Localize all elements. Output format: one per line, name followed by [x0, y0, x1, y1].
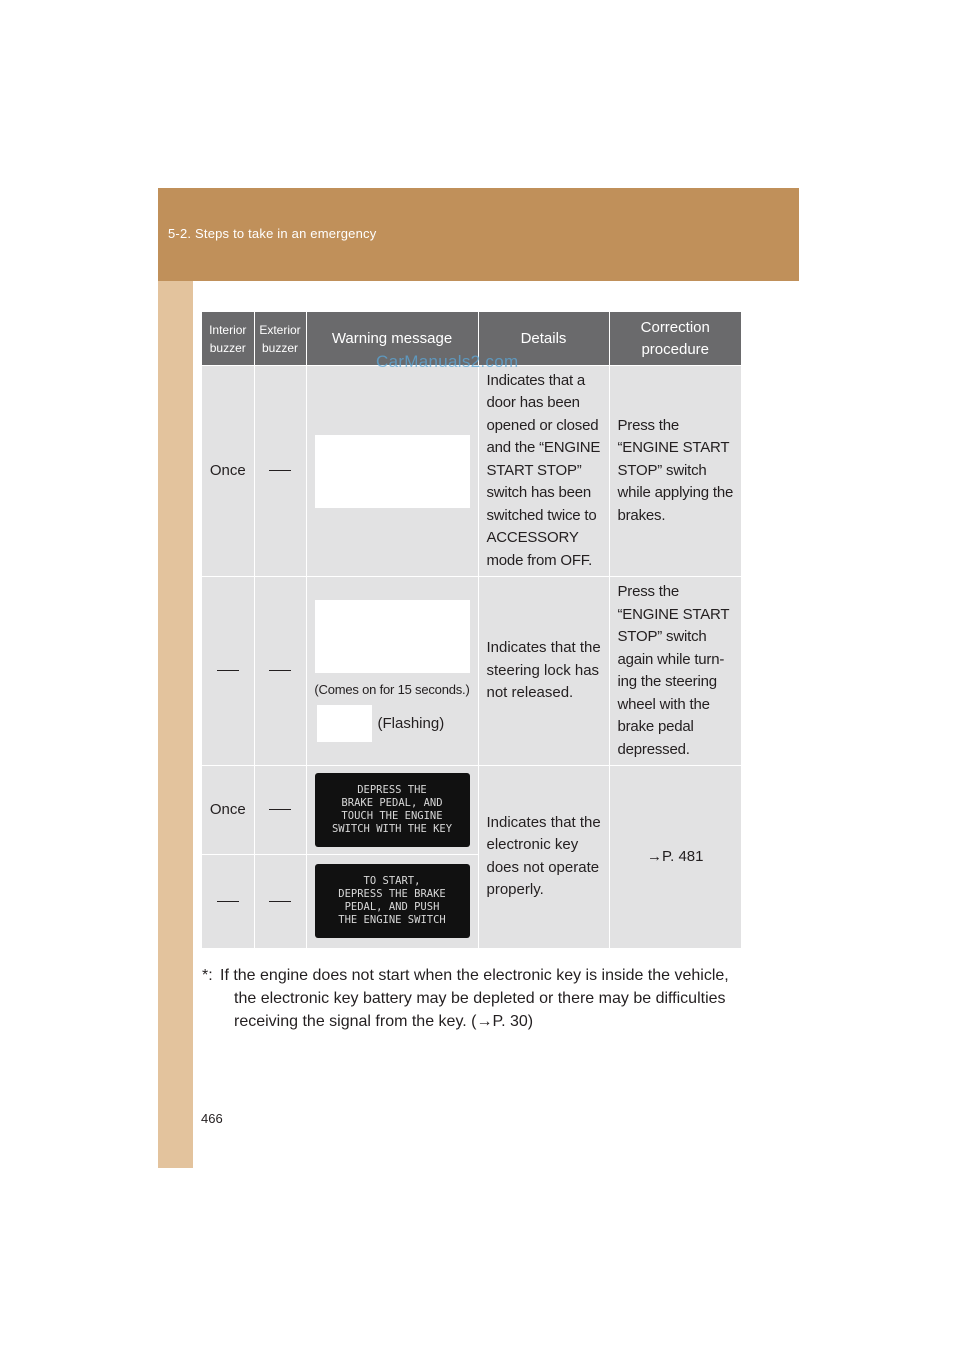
correction-line: wheel with the	[617, 695, 710, 713]
interior-buzzer-cell	[202, 577, 254, 766]
lcd-line: DEPRESS THE	[357, 784, 427, 796]
header-warning-message: Warning message	[306, 312, 478, 366]
interior-buzzer-cell	[202, 855, 254, 948]
exterior-buzzer-cell	[254, 577, 306, 766]
header-correction-procedure: Correction procedure	[609, 312, 741, 366]
table-row	[202, 577, 741, 766]
details-line: mode from OFF.	[486, 551, 593, 569]
correction-line: depressed.	[617, 740, 690, 758]
lcd-line: TO START,	[363, 875, 421, 888]
lcd-line: SWITCH WITH THE KEY	[331, 823, 453, 835]
details-line: switch has been	[486, 484, 592, 502]
details-line: steering lock has	[486, 661, 600, 679]
details-line: does not operate	[486, 858, 600, 876]
interior-buzzer-cell: Once	[202, 366, 254, 577]
dash-mark	[269, 470, 291, 471]
dash-mark	[269, 809, 291, 810]
details-line: opened or closed	[486, 416, 599, 434]
dash-mark	[217, 670, 239, 671]
lcd-message-display	[315, 773, 470, 847]
correction-line: again while turn-	[617, 650, 725, 668]
dash-mark	[269, 901, 291, 902]
lcd-line: TOUCH THE ENGINE	[341, 810, 443, 822]
warning-table	[202, 312, 741, 948]
correction-cell	[609, 577, 741, 766]
warning-message-cell	[306, 766, 478, 855]
correction-line: brakes.	[617, 506, 666, 524]
footnote-line: the electronic key battery may be depleted or there may be difficulties	[234, 990, 726, 1007]
details-cell	[478, 577, 609, 766]
lcd-line: BRAKE PEDAL, AND	[341, 797, 443, 809]
exterior-buzzer-cell	[254, 366, 306, 577]
correction-line: STOP” switch	[617, 628, 707, 645]
details-line: not released.	[486, 684, 574, 702]
lcd-line: DEPRESS THE BRAKE	[338, 888, 446, 901]
table-row	[202, 766, 741, 855]
correction-line: Press the	[617, 416, 680, 434]
details-cell	[478, 766, 609, 948]
correction-line: “ENGINE START	[617, 605, 730, 623]
dash-mark	[217, 901, 239, 902]
correction-line: Press the	[617, 583, 680, 600]
watermark: CarManuals2.com	[376, 352, 519, 371]
header-bar	[158, 188, 799, 281]
section-title: 5-2. Steps to take in an emergency	[168, 226, 377, 241]
details-cell	[478, 366, 609, 577]
footnote-marker: *:	[202, 967, 213, 984]
footnote-line: receiving the signal from the key. (→P. 30)	[234, 1013, 534, 1030]
lcd-message-display	[315, 864, 470, 938]
footnote-line: If the engine does not start when the electronic key is inside the vehicle,	[220, 967, 729, 984]
side-strip	[158, 188, 193, 1168]
comes-on-note: (Comes on for 15 seconds.)	[314, 681, 470, 697]
footnote	[202, 964, 742, 1033]
details-line: switched twice to	[486, 506, 597, 524]
lcd-line: PEDAL, AND PUSH	[344, 901, 440, 914]
details-line: START STOP”	[486, 461, 582, 479]
header-details: Details	[478, 312, 609, 366]
warning-message-cell	[306, 366, 478, 577]
details-line: Indicates that the	[486, 639, 601, 657]
correction-line: brake pedal	[617, 718, 694, 735]
correction-line: while applying the	[617, 484, 734, 502]
header-exterior-buzzer: Exterior buzzer	[254, 312, 306, 366]
exterior-buzzer-cell	[254, 855, 306, 948]
table-row	[202, 366, 741, 577]
details-line: door has been	[486, 394, 580, 412]
correction-line: “ENGINE START	[617, 439, 730, 457]
indicator-image	[317, 705, 372, 742]
details-line: electronic key	[486, 836, 579, 854]
details-line: ACCESSORY	[486, 529, 579, 547]
details-line: Indicates that the	[486, 813, 601, 831]
details-line: Indicates that a	[486, 371, 586, 389]
correction-line: STOP” switch	[617, 461, 707, 479]
header-interior-buzzer: Interior buzzer	[202, 312, 254, 366]
page-number: 466	[201, 1111, 223, 1126]
correction-cell	[609, 366, 741, 577]
details-line: properly.	[486, 881, 544, 899]
details-line: and the “ENGINE	[486, 439, 601, 457]
warning-message-cell	[306, 577, 478, 766]
exterior-buzzer-cell	[254, 766, 306, 855]
dash-mark	[269, 670, 291, 671]
page-reference: →P. 481	[647, 847, 704, 865]
interior-buzzer-cell: Once	[202, 766, 254, 855]
lcd-line: THE ENGINE SWITCH	[338, 914, 446, 927]
message-display-image	[315, 600, 470, 673]
correction-line: ing the steering	[617, 673, 717, 690]
correction-cell	[609, 766, 741, 948]
flashing-label: (Flashing)	[377, 714, 445, 732]
message-display-image	[315, 435, 470, 508]
warning-message-cell	[306, 855, 478, 948]
